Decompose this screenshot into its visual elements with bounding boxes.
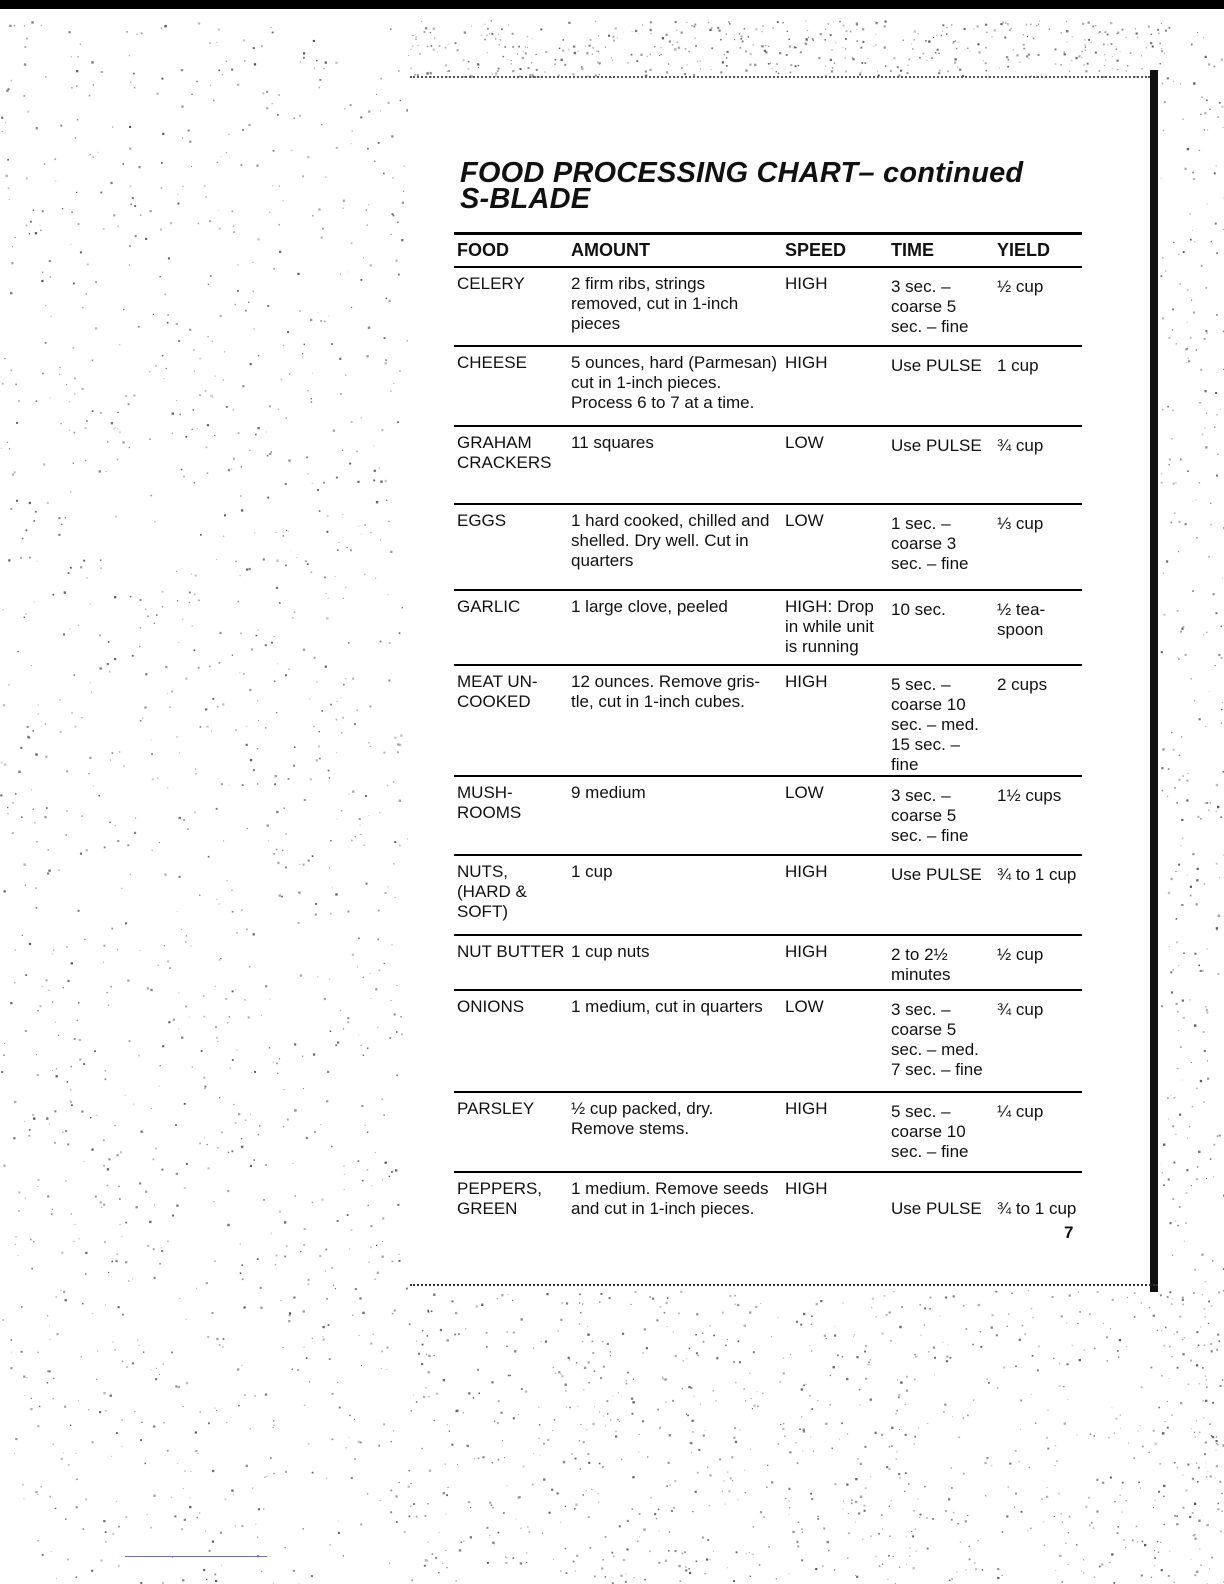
cell-yield: ¾ cup (994, 426, 1082, 504)
cell-yield: ¾ to 1 cup (994, 855, 1082, 935)
cell-yield: ¼ cup (994, 1092, 1082, 1172)
cell-speed: HIGH (782, 1092, 888, 1172)
table-header-row (454, 234, 1082, 268)
cell-speed: HIGH (782, 935, 888, 990)
page-edge-top (410, 76, 1150, 80)
cell-speed: HIGH: Drop in while unit is running (782, 590, 888, 665)
cell-speed: LOW (782, 776, 888, 855)
page-number: 7 (1064, 1223, 1074, 1242)
cell-amount: 5 ounces, hard (Parmesan) cut in 1-inch pieces. Process 6 to 7 at a time. (568, 346, 782, 426)
header-time: TIME (888, 234, 994, 268)
cell-food: CHEESE (454, 346, 568, 426)
cell-food: MEAT UN-COOKED (454, 665, 568, 776)
cell-yield: ¾ cup (994, 990, 1082, 1092)
cell-yield: 1 cup (994, 346, 1082, 426)
cell-time: Use PULSE (888, 855, 994, 935)
cell-yield: ½ tea-spoon (994, 590, 1082, 665)
cell-food: PARSLEY (454, 1092, 568, 1172)
cell-amount: 1 large clove, peeled (568, 590, 782, 665)
table-row (454, 776, 1082, 855)
cell-speed: LOW (782, 504, 888, 590)
cell-time: 5 sec. – coarse 10 sec. – fine (888, 1092, 994, 1172)
table-row (454, 1172, 1082, 1232)
table-row (454, 590, 1082, 665)
cell-yield: ⅓ cup (994, 504, 1082, 590)
cell-amount: 11 squares (568, 426, 782, 504)
cell-amount: 1 cup nuts (568, 935, 782, 990)
cell-food: GRAHAM CRACKERS (454, 426, 568, 504)
title-line-main: FOOD PROCESSING CHART– continued (460, 157, 1024, 189)
table-row (454, 665, 1082, 776)
cell-amount: 1 cup (568, 855, 782, 935)
header-food: FOOD (454, 234, 568, 268)
cell-speed: HIGH (782, 346, 888, 426)
cell-time: 3 sec. – coarse 5 sec. – fine (888, 776, 994, 855)
cell-food: MUSH-ROOMS (454, 776, 568, 855)
header-yield: YIELD (994, 234, 1082, 268)
cell-food: NUT BUTTER (454, 935, 568, 990)
cell-yield: ½ cup (994, 935, 1082, 990)
table-row (454, 267, 1082, 346)
cell-food: GARLIC (454, 590, 568, 665)
cell-time: 3 sec. – coarse 5 sec. – fine (888, 267, 994, 346)
cell-time: Use PULSE (891, 1199, 982, 1218)
cell-time: Use PULSE (888, 346, 994, 426)
cell-food: ONIONS (454, 990, 568, 1092)
chart-title (460, 157, 1024, 215)
cell-speed: HIGH (785, 1179, 828, 1198)
table-row (454, 504, 1082, 590)
cell-food: NUTS, (HARD & SOFT) (454, 855, 568, 935)
cell-food: CELERY (454, 267, 568, 346)
cell-amount: ½ cup packed, dry. Remove stems. (568, 1092, 782, 1172)
cell-yield: 2 cups (994, 665, 1082, 776)
table-row (454, 990, 1082, 1092)
header-amount: AMOUNT (568, 234, 782, 268)
cell-time: 10 sec. (888, 590, 994, 665)
cell-food: EGGS (454, 504, 568, 590)
cell-amount: 12 ounces. Remove gris-tle, cut in 1-inch cubes. (568, 665, 782, 776)
table-row (454, 426, 1082, 504)
cell-amount: 9 medium (568, 776, 782, 855)
cell-food: PEPPERS, GREEN (457, 1179, 543, 1218)
cell-yield: ¾ to 1 cup (997, 1199, 1077, 1218)
cell-amount: 1 medium. Remove seeds and cut in 1-inch pieces. (571, 1179, 769, 1218)
cell-time: 2 to 2½ minutes (888, 935, 994, 990)
cell-time: 3 sec. – coarse 5 sec. – med. 7 sec. – fine (888, 990, 994, 1092)
cell-amount: 1 medium, cut in quarters (568, 990, 782, 1092)
cell-time: Use PULSE (888, 426, 994, 504)
table-row (454, 855, 1082, 935)
title-line-blade: S-BLADE (460, 183, 591, 215)
page-edge-right (1150, 70, 1158, 1292)
scan-bottom-mark (125, 1556, 267, 1557)
table-row (454, 935, 1082, 990)
cell-yield: ½ cup (994, 267, 1082, 346)
cell-speed: LOW (782, 990, 888, 1092)
header-speed: SPEED (782, 234, 888, 268)
food-processing-table (454, 232, 1082, 1232)
cell-speed: HIGH (782, 855, 888, 935)
table-row (454, 1092, 1082, 1172)
table-row (454, 346, 1082, 426)
cell-amount: 2 firm ribs, strings removed, cut in 1-inch pieces (568, 267, 782, 346)
cell-time: 5 sec. – coarse 10 sec. – med. 15 sec. – fine (888, 665, 994, 776)
cell-speed: HIGH (782, 665, 888, 776)
cell-time: 1 sec. – coarse 3 sec. – fine (888, 504, 994, 590)
cell-amount: 1 hard cooked, chilled and shelled. Dry well. Cut in quarters (568, 504, 782, 590)
page-edge-bottom (410, 1284, 1158, 1288)
cell-yield: 1½ cups (994, 776, 1082, 855)
cell-speed: HIGH (782, 267, 888, 346)
cell-speed: LOW (782, 426, 888, 504)
